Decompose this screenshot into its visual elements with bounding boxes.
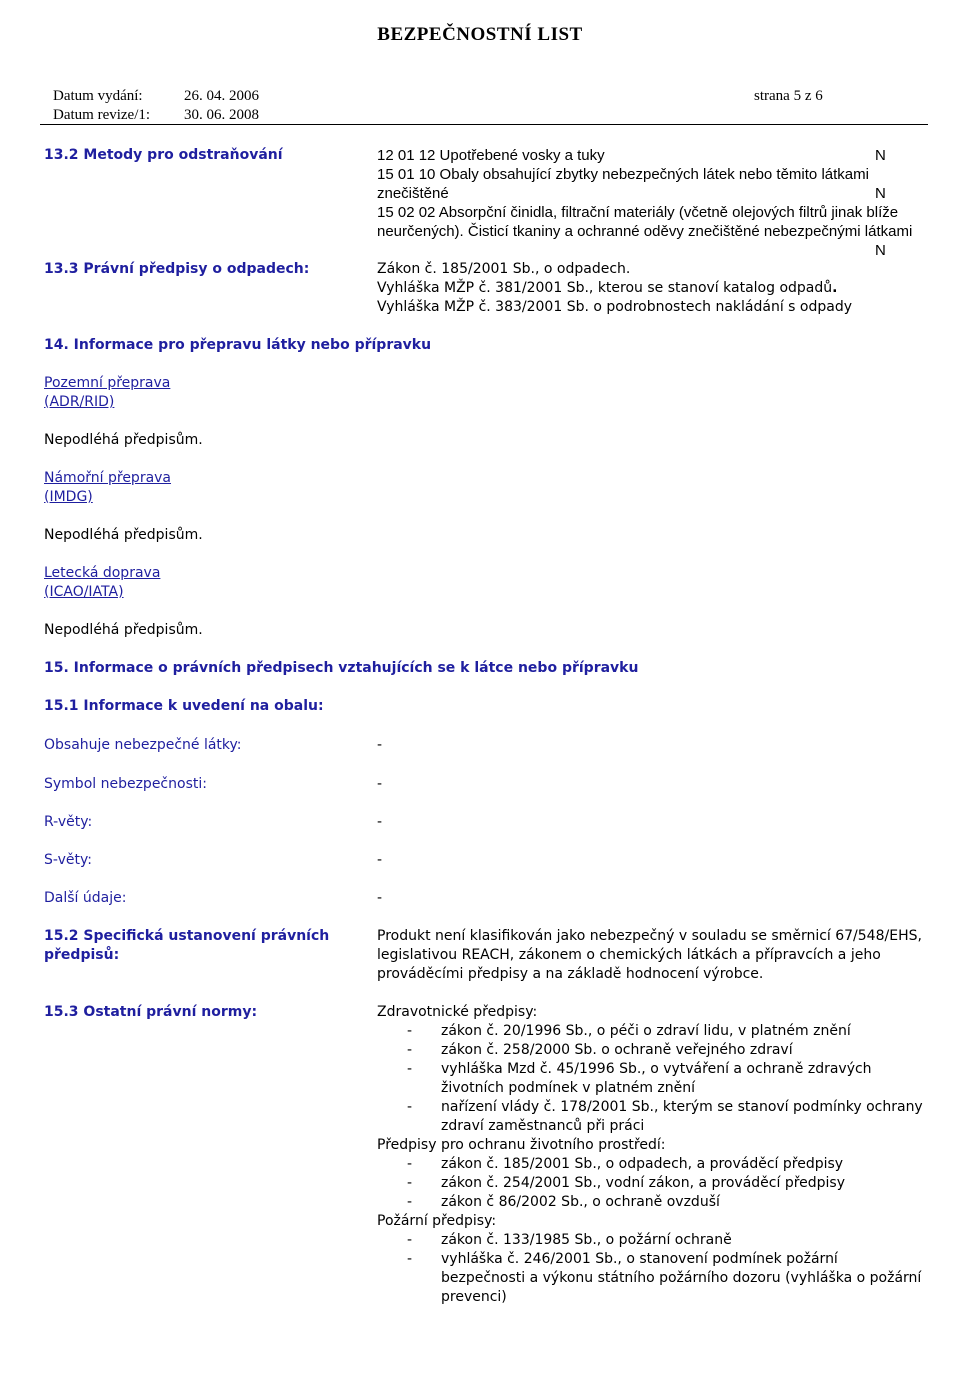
- list-dash: -: [407, 1156, 413, 1172]
- issued-value: 26. 04. 2006: [184, 88, 259, 104]
- waste-line-3: znečištěné: [377, 185, 449, 202]
- waste-law-1: Zákon č. 185/2001 Sb., o odpadech.: [377, 261, 631, 277]
- road-not-subject: Nepodléhá předpisům.: [44, 432, 203, 448]
- section-15-2-heading-line-1: 15.2 Specifická ustanovení právních: [44, 928, 330, 944]
- waste-line-1: 12 01 12 Upotřebené vosky a tuky: [377, 147, 605, 164]
- field-label-hazard-symbol: Symbol nebezpečnosti:: [44, 776, 207, 792]
- health-regulations-heading: Zdravotnické předpisy:: [377, 1004, 538, 1020]
- health-item-4-cont: zdraví zaměstnanců při práci: [441, 1118, 645, 1134]
- sea-not-subject: Nepodléhá předpisům.: [44, 527, 203, 543]
- section-15-2-heading-line-2: předpisů:: [44, 947, 120, 963]
- road-transport-code[interactable]: (ADR/RID): [44, 394, 115, 410]
- waste-line-2: 15 01 10 Obaly obsahující zbytky nebezpečných látek nebo těmito látkami: [377, 166, 869, 183]
- field-value-hazardous-substances: -: [377, 737, 383, 753]
- env-item-3: zákon č 86/2002 Sb., o ochraně ovzduší: [441, 1194, 720, 1210]
- field-label-other-info: Další údaje:: [44, 890, 127, 906]
- health-item-3: vyhláška Mzd č. 45/1996 Sb., o vytváření a ochraně zdravých: [441, 1061, 872, 1077]
- waste-law-2-text: Vyhláška MŽP č. 381/2001 Sb., kterou se stanoví katalog odpadů: [377, 280, 833, 296]
- field-label-hazardous-substances: Obsahuje nebezpečné látky:: [44, 737, 242, 753]
- health-item-2: zákon č. 258/2000 Sb. o ochraně veřejného zdraví: [441, 1042, 793, 1058]
- fire-item-2: vyhláška č. 246/2001 Sb., o stanovení podmínek požární: [441, 1251, 838, 1267]
- section-15-1-heading: 15.1 Informace k uvedení na obalu:: [44, 698, 324, 714]
- section-13-3-heading: 13.3 Právní předpisy o odpadech:: [44, 261, 310, 277]
- sea-transport-link[interactable]: Námořní přeprava: [44, 470, 172, 486]
- waste-line-4: 15 02 02 Absorpční činidla, filtrační materiály (včetně olejových filtrů jinak blíže: [377, 204, 899, 221]
- list-dash: -: [407, 1251, 413, 1267]
- waste-law-2: [377, 279, 937, 298]
- classification-text-line-1: Produkt není klasifikován jako nebezpečný v souladu se směrnicí 67/548/EHS,: [377, 928, 922, 944]
- waste-line-5: neurčených). Čisticí tkaniny a ochranné oděvy znečištěné nebezpečnými látkami: [377, 223, 913, 240]
- fire-item-1: zákon č. 133/1985 Sb., o požární ochraně: [441, 1232, 732, 1248]
- header-divider: [40, 124, 928, 125]
- air-transport-link[interactable]: Letecká doprava: [44, 565, 161, 581]
- field-value-other-info: -: [377, 890, 383, 906]
- list-dash: -: [407, 1232, 413, 1248]
- issued-label: Datum vydání:: [53, 88, 143, 104]
- waste-code-2: N: [875, 185, 886, 202]
- sea-transport-code[interactable]: (IMDG): [44, 489, 93, 505]
- document-title: BEZPEČNOSTNÍ LIST: [377, 24, 583, 45]
- classification-text-line-2: legislativou REACH, zákonem o chemických látkách a přípravcích a jeho: [377, 947, 881, 963]
- section-15-heading: 15. Informace o právních předpisech vztahujících se k látce nebo přípravku: [44, 660, 639, 676]
- env-item-2: zákon č. 254/2001 Sb., vodní zákon, a prováděcí předpisy: [441, 1175, 846, 1191]
- field-value-hazard-symbol: -: [377, 776, 383, 792]
- section-14-heading: 14. Informace pro přepravu látky nebo přípravku: [44, 337, 432, 353]
- list-dash: -: [407, 1194, 413, 1210]
- waste-code-1: N: [875, 147, 886, 164]
- air-transport-code[interactable]: (ICAO/IATA): [44, 584, 124, 600]
- environment-regulations-heading: Předpisy pro ochranu životního prostředí:: [377, 1137, 666, 1153]
- waste-law-2-period: .: [832, 280, 838, 296]
- fire-regulations-heading: Požární předpisy:: [377, 1213, 497, 1229]
- fire-item-2-cont-2: prevenci): [441, 1289, 507, 1305]
- page-number: strana 5 z 6: [754, 88, 823, 104]
- field-label-r-phrases: R-věty:: [44, 814, 93, 830]
- section-13-2-heading: 13.2 Metody pro odstraňování: [44, 147, 283, 163]
- list-dash: -: [407, 1175, 413, 1191]
- waste-code-3: N: [875, 242, 886, 259]
- field-label-s-phrases: S-věty:: [44, 852, 92, 868]
- road-transport-link[interactable]: Pozemní přeprava: [44, 375, 171, 391]
- field-value-r-phrases: -: [377, 814, 383, 830]
- health-item-4: nařízení vlády č. 178/2001 Sb., kterým se stanoví podmínky ochrany: [441, 1099, 923, 1115]
- list-dash: -: [407, 1042, 413, 1058]
- classification-text-line-3: prováděcími předpisy a na základě hodnocení výrobce.: [377, 966, 764, 982]
- revision-label: Datum revize/1:: [53, 107, 151, 123]
- health-item-3-cont: životních podmínek v platném znění: [441, 1080, 696, 1096]
- waste-law-3: Vyhláška MŽP č. 383/2001 Sb. o podrobnostech nakládání s odpady: [377, 299, 853, 315]
- list-dash: -: [407, 1023, 413, 1039]
- list-dash: -: [407, 1099, 413, 1115]
- health-item-1: zákon č. 20/1996 Sb., o péči o zdraví lidu, v platném znění: [441, 1023, 851, 1039]
- section-15-3-heading: 15.3 Ostatní právní normy:: [44, 1004, 258, 1020]
- air-not-subject: Nepodléhá předpisům.: [44, 622, 203, 638]
- list-dash: -: [407, 1061, 413, 1077]
- env-item-1: zákon č. 185/2001 Sb., o odpadech, a prováděcí předpisy: [441, 1156, 844, 1172]
- revision-value: 30. 06. 2008: [184, 107, 259, 123]
- fire-item-2-cont-1: bezpečnosti a výkonu státního požárního dozoru (vyhláška o požární: [441, 1270, 922, 1286]
- field-value-s-phrases: -: [377, 852, 383, 868]
